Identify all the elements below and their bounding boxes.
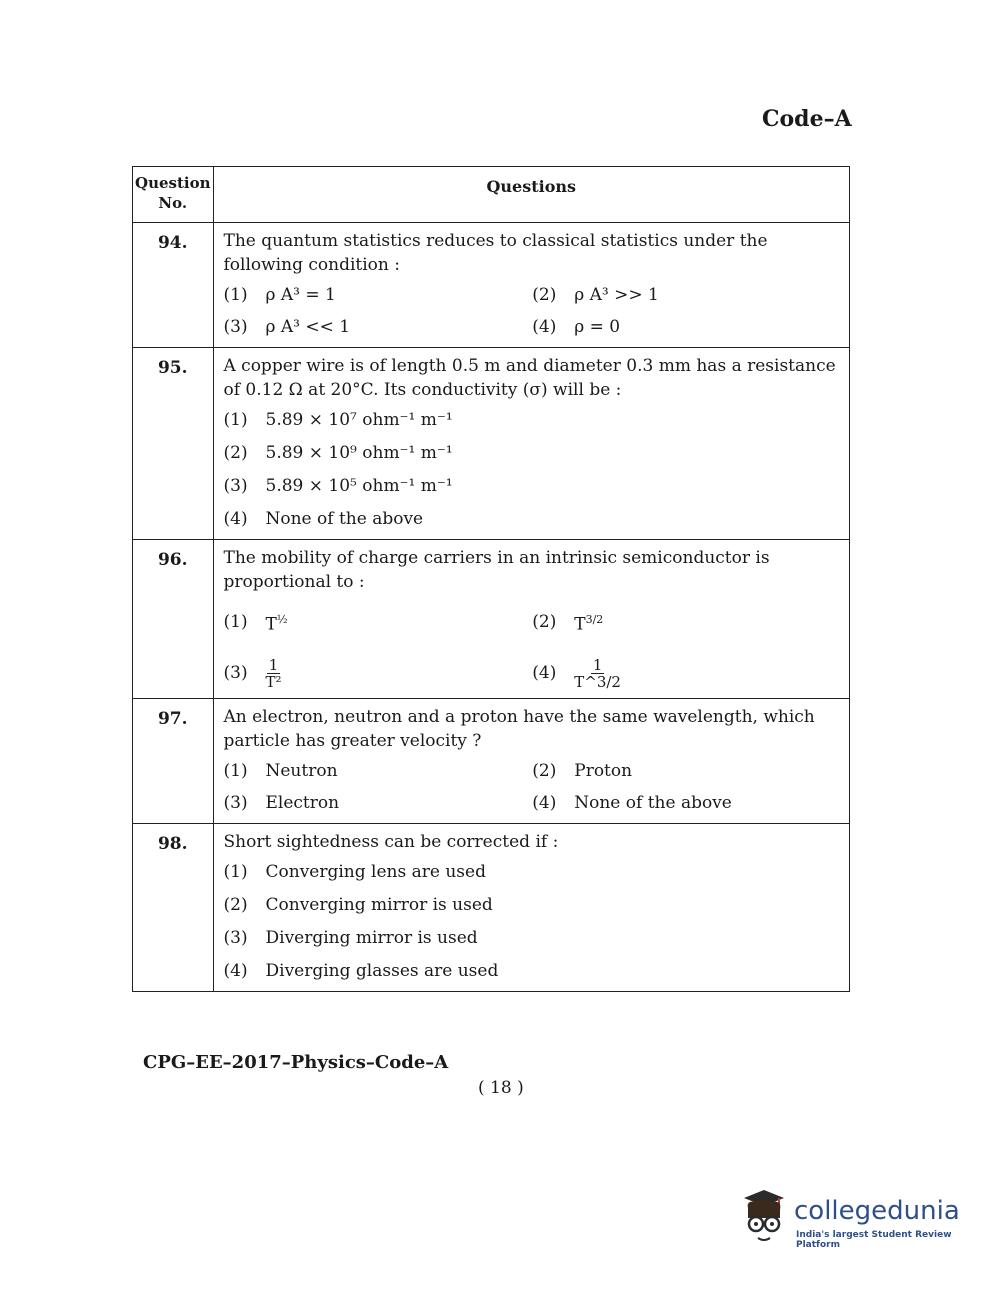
question-stem: The quantum statistics reduces to classical statistics under the following condition : [223, 231, 768, 275]
paper-code-header: Code–A [762, 106, 852, 132]
options [224, 283, 842, 339]
question-row [133, 823, 850, 991]
option [224, 608, 533, 637]
option-text: None of the above [265, 509, 424, 529]
questions-header: Questions [213, 167, 850, 223]
option [224, 860, 842, 884]
option [532, 759, 841, 783]
fraction [574, 657, 621, 690]
option-number: (3) [223, 792, 248, 813]
option-text [266, 608, 288, 637]
question-stem: Short sightedness can be corrected if : [223, 831, 559, 852]
question-body [213, 348, 850, 540]
power-base: T [574, 614, 586, 635]
option-number: (4) [532, 663, 557, 684]
power-base: T [265, 614, 277, 635]
question-body [213, 223, 850, 348]
option [224, 657, 533, 690]
option-number: (3) [223, 317, 248, 337]
option [224, 283, 533, 307]
question-number: 95. [133, 348, 214, 540]
question-row [133, 348, 850, 540]
option [224, 408, 842, 432]
option-number: (4) [223, 509, 248, 529]
option-number: (4) [532, 317, 557, 337]
option-text: Proton [574, 760, 633, 781]
fraction-numerator: 1 [268, 655, 279, 674]
option-text [574, 608, 603, 637]
option-text: ρ A³ >> 1 [574, 285, 659, 305]
option [532, 657, 841, 690]
option [224, 507, 842, 531]
question-body [213, 823, 850, 991]
option [224, 893, 842, 917]
option-number: (2) [532, 285, 557, 305]
option-number: (2) [532, 760, 557, 781]
option-number: (3) [223, 663, 248, 684]
option [532, 608, 841, 637]
option-number: (1) [223, 861, 248, 882]
options [224, 608, 842, 690]
option-number: (1) [223, 612, 248, 633]
option-text: Converging lens are used [265, 861, 486, 882]
option [532, 791, 841, 815]
question-row [133, 223, 850, 348]
option-text: Diverging glasses are used [265, 960, 499, 981]
fraction-numerator: 1 [592, 655, 603, 674]
option-number: (1) [223, 285, 248, 305]
power-exponent: ½ [276, 613, 288, 626]
option-text: None of the above [574, 792, 732, 813]
option-number: (2) [223, 443, 248, 463]
question-number: 94. [133, 223, 214, 348]
option-text: 5.89 × 10⁵ ohm⁻¹ m⁻¹ [265, 476, 453, 496]
option [224, 959, 842, 983]
fraction-denominator: T² [265, 672, 282, 691]
option-number: (3) [223, 927, 248, 948]
page-number: ( 18 ) [478, 1078, 524, 1098]
option-number: (4) [223, 960, 248, 981]
option-text: Converging mirror is used [265, 894, 493, 915]
option-text: Neutron [265, 760, 338, 781]
question-stem: An electron, neutron and a proton have the same wavelength, which particle has greater velocity ? [223, 706, 815, 751]
question-row [133, 540, 850, 699]
question-stem: A copper wire is of length 0.5 m and diameter 0.3 mm has a resistance of 0.12 Ω at 20°C. Its conductivity (σ) will be : [223, 356, 836, 400]
option [224, 315, 533, 339]
fraction [266, 657, 282, 690]
brand-tagline: India's largest Student Review Platform [796, 1230, 952, 1250]
questions-table [132, 166, 850, 992]
question-number: 96. [133, 540, 214, 699]
option-text: ρ A³ = 1 [265, 285, 336, 305]
mascot-icon [738, 1188, 790, 1250]
option [224, 759, 533, 783]
options [224, 408, 842, 531]
question-number: 98. [133, 823, 214, 991]
option-number: (4) [532, 792, 557, 813]
option-text: 5.89 × 10⁹ ohm⁻¹ m⁻¹ [265, 443, 453, 463]
option-number: (1) [223, 410, 248, 430]
option-text: Diverging mirror is used [265, 927, 478, 948]
option-number: (2) [223, 894, 248, 915]
option [532, 315, 841, 339]
option-number: (3) [223, 476, 248, 496]
question-row [133, 698, 850, 823]
option-text: Electron [265, 792, 340, 813]
option [224, 926, 842, 950]
option-number: (2) [532, 612, 557, 633]
options [224, 759, 842, 815]
fraction-denominator: T^3/2 [574, 672, 621, 691]
question-body [213, 698, 850, 823]
question-body [213, 540, 850, 699]
option-number: (1) [223, 760, 248, 781]
options [224, 860, 842, 983]
option [224, 441, 842, 465]
option [224, 474, 842, 498]
power-exponent: 3/2 [585, 613, 604, 626]
option-text: ρ = 0 [574, 317, 621, 337]
question-number: 97. [133, 698, 214, 823]
option-text: 5.89 × 10⁷ ohm⁻¹ m⁻¹ [265, 410, 453, 430]
option [532, 283, 841, 307]
footer-paper-code: CPG–EE–2017–Physics–Code–A [143, 1052, 449, 1073]
question-no-header: Question No. [133, 167, 214, 223]
question-stem: The mobility of charge carriers in an intrinsic semiconductor is proportional to : [223, 548, 770, 592]
table-header-row [133, 167, 850, 223]
option-text: ρ A³ << 1 [265, 317, 351, 337]
collegedunia-watermark [738, 1188, 968, 1250]
brand-name: collegedunia [794, 1196, 960, 1226]
option [224, 791, 533, 815]
